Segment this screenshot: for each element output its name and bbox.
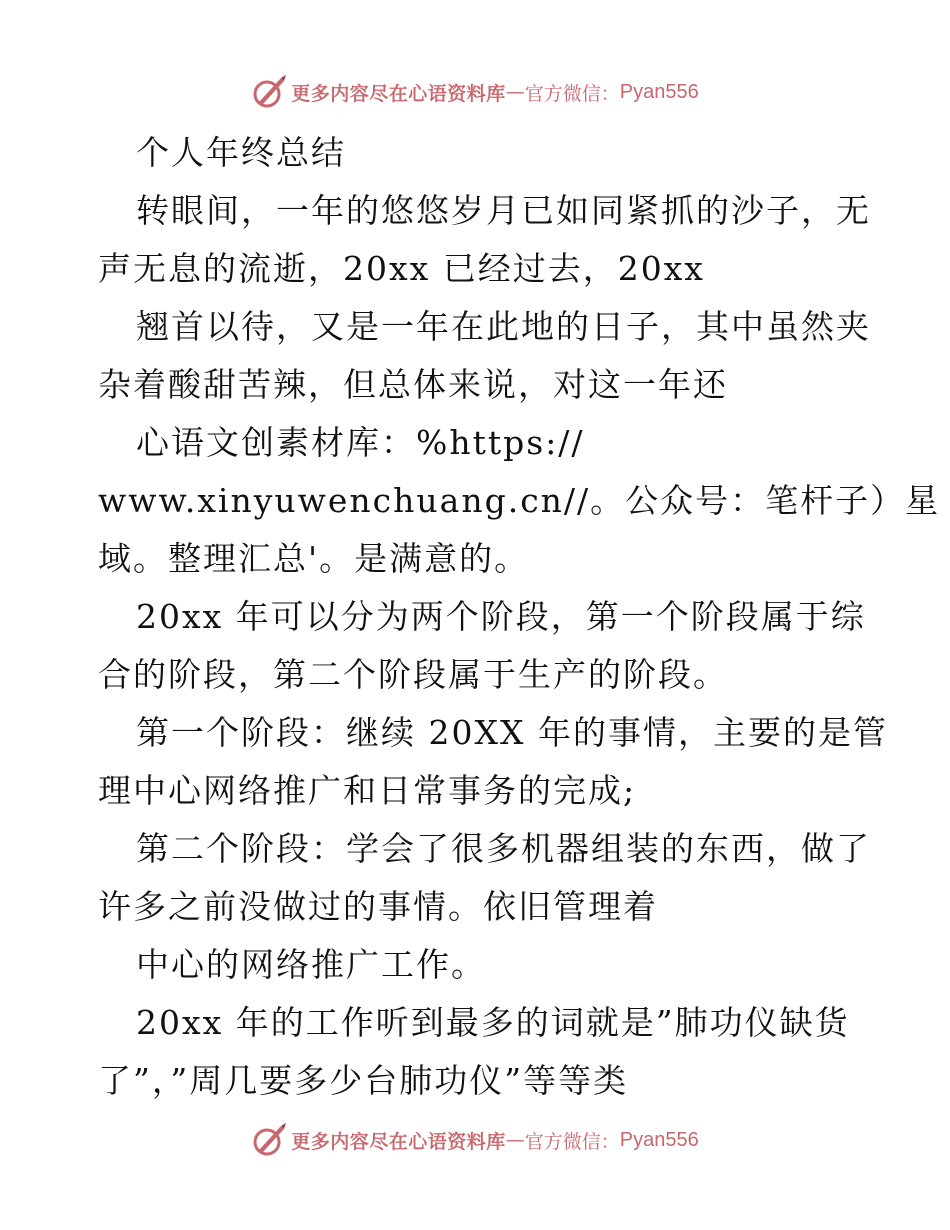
text-line: 第一个阶段：继续 20XX 年的事情，主要的是管 <box>136 713 888 752</box>
text-line: 理中心网络推广和日常事务的完成; <box>98 771 637 810</box>
quill-logo-icon <box>251 1122 287 1158</box>
document-body <box>98 124 941 1110</box>
banner-wechat-label: 官方微信： <box>524 82 620 105</box>
text-line: www.xinyuwenchuang.cn//。公众号：笔杆子）星 <box>98 481 941 520</box>
text-line: 心语文创素材库：%https:// <box>136 423 585 462</box>
text-line: 20xx 年可以分为两个阶段，第一个阶段属于综 <box>136 597 866 636</box>
text-line: 翘首以待，又是一年在此地的日子，其中虽然夹 <box>136 307 871 346</box>
text-line: 合的阶段，第二个阶段属于生产的阶段。 <box>98 655 728 694</box>
text-line: 第二个阶段：学会了很多机器组装的东西，做了 <box>136 829 871 868</box>
text-line: 声无息的流逝，20xx 已经过去，20xx <box>98 249 705 288</box>
text-line: 中心的网络推广工作。 <box>136 945 486 984</box>
banner-wechat-id: Pyan556 <box>619 80 699 103</box>
doc-title: 个人年终总结 <box>136 133 346 172</box>
text-line: 了”，”周几要多少台肺功仪”等等类 <box>98 1061 629 1100</box>
quill-logo-icon <box>251 74 287 110</box>
text-line: 许多之前没做过的事情。依旧管理着 <box>98 887 658 926</box>
text-line: 转眼间，一年的悠悠岁月已如同紧抓的沙子，无 <box>136 191 871 230</box>
text-line: 域。整理汇总'。是满意的。 <box>98 539 530 578</box>
banner-separator: — <box>505 81 525 103</box>
text-line: 20xx 年的工作听到最多的词就是”肺功仪缺货 <box>136 1003 850 1042</box>
banner-wechat-label: 官方微信： <box>524 1130 620 1153</box>
header-banner <box>0 72 950 112</box>
banner-separator: — <box>505 1129 525 1151</box>
text-line: 杂着酸甜苦辣，但总体来说，对这一年还 <box>98 365 728 404</box>
banner-wechat-id: Pyan556 <box>619 1128 699 1151</box>
banner-title: 更多内容尽在心语资料库 <box>291 82 506 105</box>
footer-banner <box>0 1120 950 1160</box>
banner-title: 更多内容尽在心语资料库 <box>291 1130 506 1153</box>
